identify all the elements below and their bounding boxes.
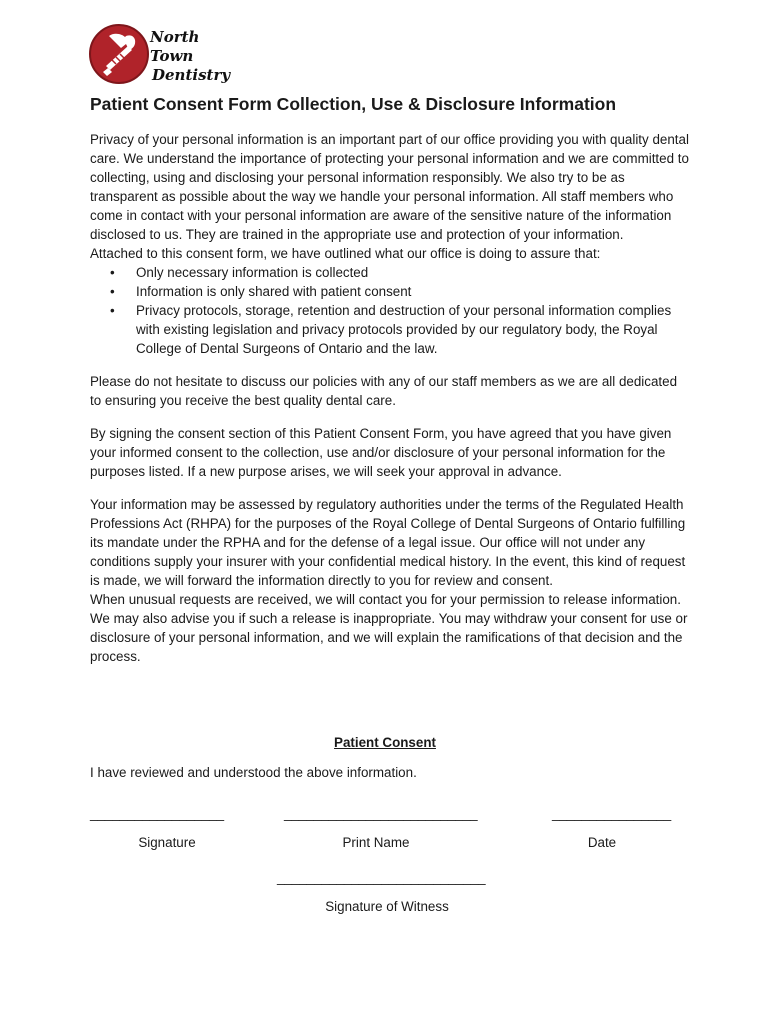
assurance-list <box>90 263 690 358</box>
document-body <box>90 130 690 666</box>
logo-line-1: North Town <box>150 28 200 65</box>
signature-line[interactable]: __________________ <box>90 806 225 821</box>
witness-signature-line[interactable]: ____________________________ <box>277 870 486 885</box>
print-name-line[interactable]: __________________________ <box>284 806 478 821</box>
logo-line-2: Dentistry <box>152 66 231 84</box>
privacy-intro-paragraph: Privacy of your personal information is an important part of our office providing you with quality dental care. We understand the importance of protecting your personal information and we are committed to collecting, using and disclosing your personal information responsibly. We also try to be as transparent as possible about the way we handle your personal information. All staff members who come in contact with your personal information are aware of the sensitive nature of the information disclosed to us. They are trained in the appropriate use and protection of your information. <box>90 132 689 242</box>
signature-label: Signature <box>138 835 196 850</box>
list-item: • Information is only shared with patient consent <box>136 282 690 301</box>
page-title: Patient Consent Form Collection, Use & Disclosure Information <box>90 94 617 114</box>
signing-consent-paragraph: By signing the consent section of this Patient Consent Form, you have agreed that you have given your informed consent to the collection, use and/or disclosure of your personal information for the purposes listed. If a new purpose arises, we will seek your approval in advance. <box>90 426 672 479</box>
print-name-label: Print Name <box>342 835 410 850</box>
logo-text <box>150 28 236 85</box>
witness-signature-label: Signature of Witness <box>325 899 449 914</box>
clinic-logo <box>88 22 236 86</box>
date-label: Date <box>587 835 617 850</box>
consent-heading: Patient Consent <box>334 735 436 750</box>
list-item: • Only necessary information is collected <box>136 263 690 282</box>
list-item: • Privacy protocols, storage, retention and destruction of your personal information complies with existing legislation and privacy protocols provided by our regulatory body, the Royal College of Dental Surgeons of Ontario and the law. <box>136 301 690 358</box>
consent-statement: I have reviewed and understood the above information. <box>90 765 417 780</box>
outline-intro-paragraph: Attached to this consent form, we have outlined what our office is doing to assure that: <box>90 246 601 261</box>
regulatory-paragraph: Your information may be assessed by regulatory authorities under the terms of the Regulated Health Professions Act (RHPA) for the purposes of the Royal College of Dental Surgeons of Ontario fulfilling its mandate under the RPHA and for the defense of a legal issue. Our office will not under any conditions supply your insurer with your confidential medical history. In the event, this kind of request is made, we will forward the information directly to you for review and consent. <box>90 497 686 588</box>
unusual-requests-paragraph: When unusual requests are received, we will contact you for your permission to release information. We may also advise you if such a release is inappropriate. You may withdraw your consent for use or disclosure of your personal information, and we will explain the ramifications of that decision and the process. <box>90 592 688 664</box>
date-line[interactable]: ________________ <box>552 806 672 821</box>
policy-discussion-paragraph: Please do not hesitate to discuss our policies with any of our staff members as we are all dedicated to ensuring you receive the best quality dental care. <box>90 374 678 408</box>
tooth-logo-icon <box>88 22 150 86</box>
